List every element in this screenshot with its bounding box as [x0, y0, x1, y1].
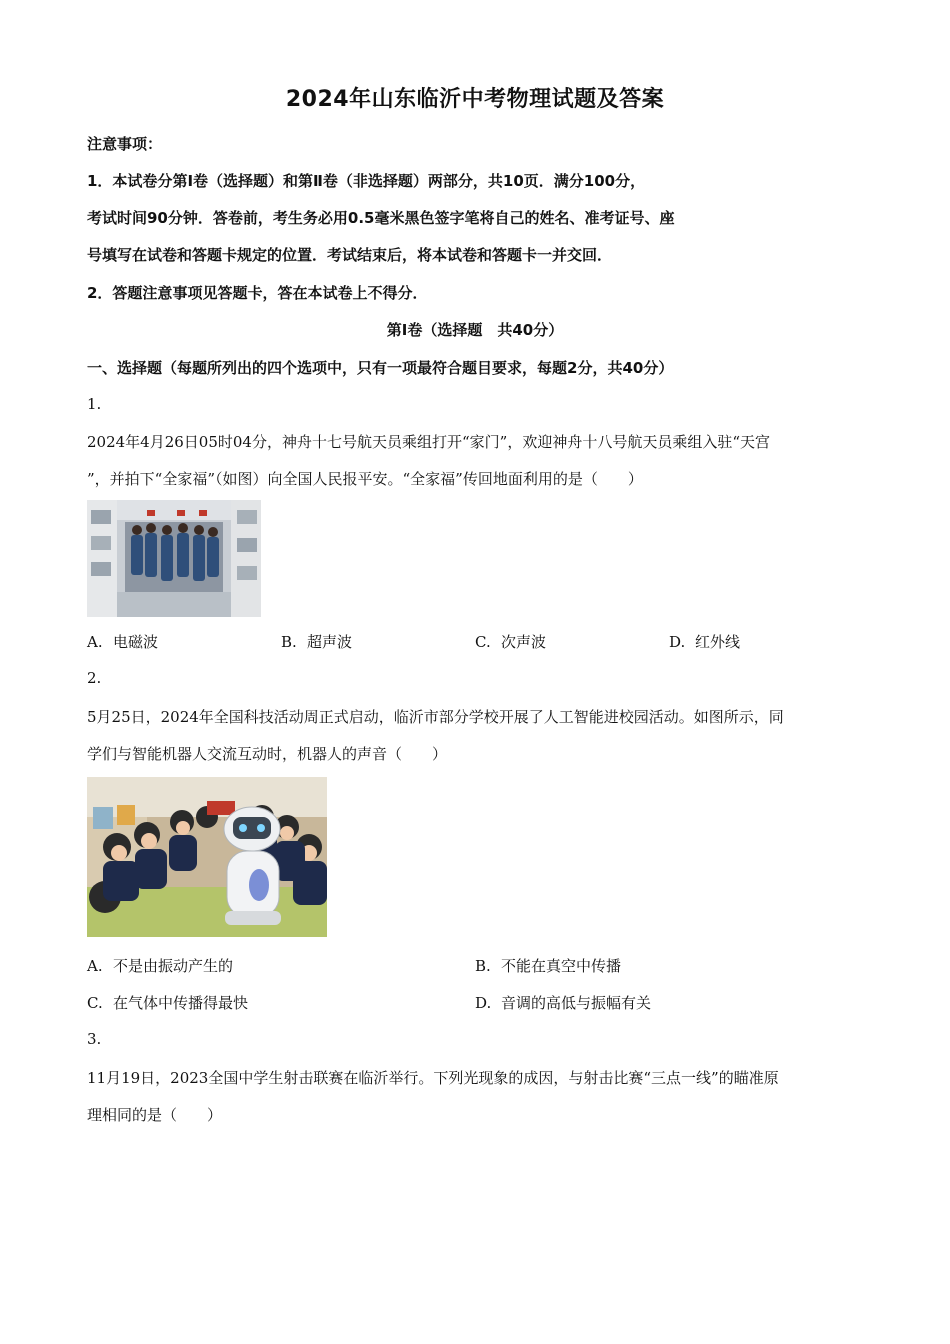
q1-option-b-text: 超声波	[307, 633, 353, 651]
robot-classroom-photo	[87, 777, 327, 937]
space-station-photo	[87, 500, 261, 617]
q2-option-a-text: 不是由振动产生的	[113, 957, 234, 975]
q1-option-a-text: 电磁波	[113, 633, 159, 651]
page-title: 2024年山东临沂中考物理试题及答案	[285, 87, 665, 112]
notice-heading: 注意事项：	[87, 135, 163, 153]
q2-option-d-letter: D.	[475, 994, 492, 1012]
q1-option-b-letter: B.	[281, 633, 297, 651]
q2-option-b-letter: B.	[475, 957, 491, 975]
q2-option-a	[87, 955, 233, 976]
q1-option-a-letter: A.	[87, 633, 103, 651]
question-2-number: 2.	[87, 669, 102, 687]
q1-option-d-text: 红外线	[695, 633, 741, 651]
notice-item-1-cont2: 号填写在试卷和答题卡规定的位置．考试结束后，将本试卷和答题卡一并交回．	[87, 246, 613, 264]
notice-item-1: 1．本试卷分第Ⅰ卷（选择题）和第Ⅱ卷（非选择题）两部分，共10页．满分100分，	[87, 172, 646, 190]
q1-option-a	[87, 631, 158, 652]
q2-option-c-letter: C.	[87, 994, 103, 1012]
q2-option-b-text: 不能在真空中传播	[501, 957, 622, 975]
question-3-number: 3.	[87, 1030, 102, 1048]
notice-item-1-cont: 考试时间90分钟．答卷前，考生务必用0.5毫米黑色签字笔将自己的姓名、准考证号、座	[87, 209, 675, 227]
q1-option-d	[669, 631, 740, 652]
section-heading: 第Ⅰ卷（选择题 共40分）	[386, 321, 564, 339]
q2-option-d	[475, 992, 651, 1013]
q1-option-c-text: 次声波	[501, 633, 547, 651]
q2-option-a-letter: A.	[87, 957, 103, 975]
question-2-text: 5月25日，2024年全国科技活动周正式启动，临沂市部分学校开展了人工智能进校园活动。如图所示，同	[87, 708, 784, 726]
part-heading: 一、选择题（每题所列出的四个选项中，只有一项最符合题目要求，每题2分，共40分）	[87, 359, 674, 377]
q2-option-c-text: 在气体中传播得最快	[113, 994, 249, 1012]
question-1-number: 1.	[87, 395, 102, 413]
question-3-text: 11月19日，2023全国中学生射击联赛在临沂举行。下列光现象的成因，与射击比赛“三点一线”的瞄准原	[87, 1069, 779, 1087]
q1-option-d-letter: D.	[669, 633, 686, 651]
question-3-text-cont: 理相同的是（ ）	[87, 1106, 223, 1124]
q1-option-b	[281, 631, 352, 652]
q2-option-b	[475, 955, 621, 976]
q2-option-d-text: 音调的高低与振幅有关	[501, 994, 652, 1012]
q1-option-c-letter: C.	[475, 633, 491, 651]
q1-option-c	[475, 631, 546, 652]
q2-option-c	[87, 992, 248, 1013]
notice-item-2: 2．答题注意事项见答题卡，答在本试卷上不得分．	[87, 284, 428, 302]
question-1-text-cont: ”，并拍下“全家福”（如图）向全国人民报平安。“全家福”传回地面利用的是（ ）	[87, 470, 643, 488]
question-1-text: 2024年4月26日05时04分，神舟十七号航天员乘组打开“家门”，欢迎神舟十八号航天员乘组入驻“天宫	[87, 433, 770, 451]
question-2-text-cont: 学们与智能机器人交流互动时，机器人的声音（ ）	[87, 745, 448, 763]
